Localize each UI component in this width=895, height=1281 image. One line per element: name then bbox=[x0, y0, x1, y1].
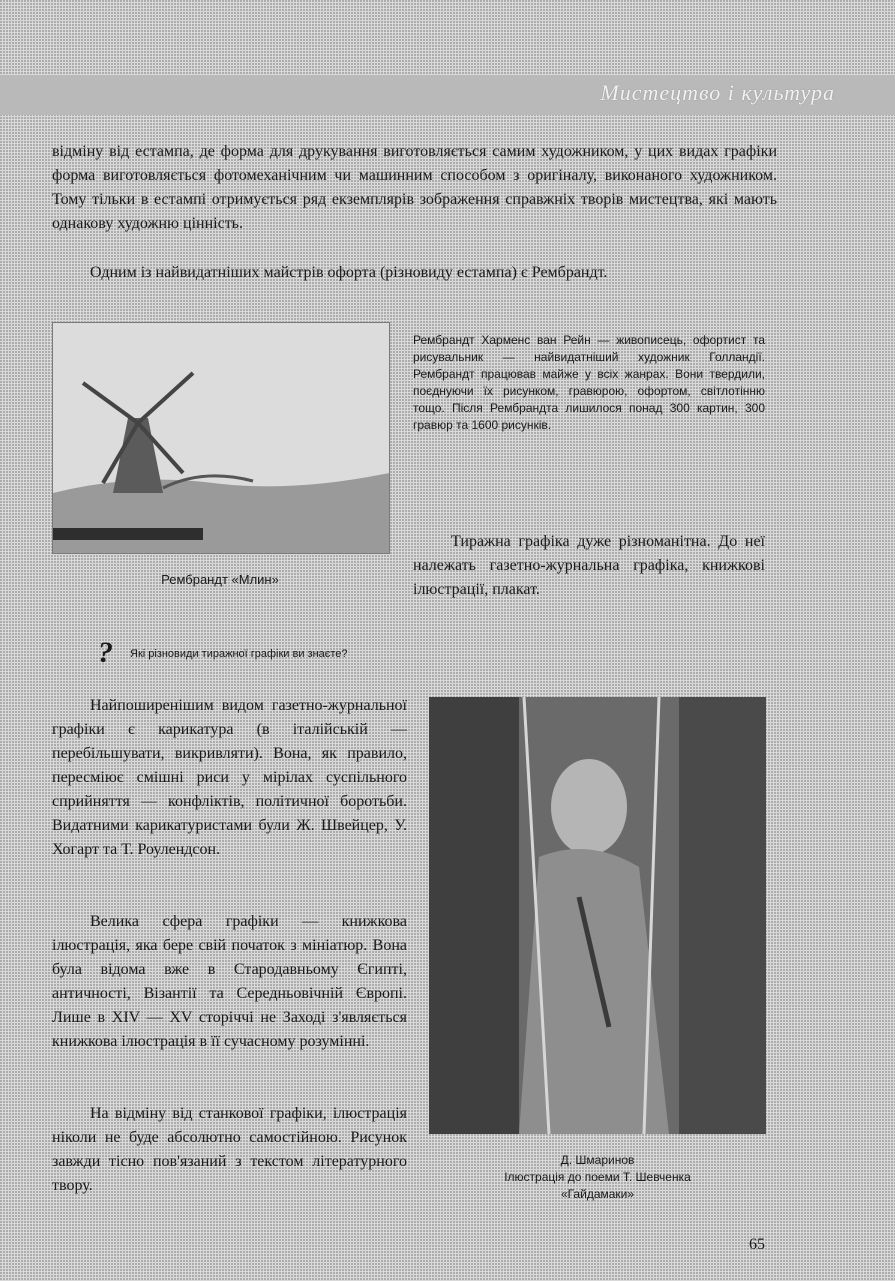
page-number: 65 bbox=[749, 1236, 765, 1253]
paragraph-illustration-text: На відміну від станкової графіки, ілюстрація ніколи не буде абсолютно самостійною. Рисунок завжди тісно пов'язаний з текстом літературного твору. bbox=[52, 1105, 407, 1194]
question-mark-icon: ? bbox=[98, 636, 113, 669]
paragraph-caricature: Найпоширенішим видом газетно-журнальної графіки є карикатура (в італійській — перебільшувати, викривляти). Вона, як правило, пересміює смішні риси у мірілах суспільного сприйняття — конфліктів, політичної боротьби. Видатними карикатуристами були Ж. Швейцер, У. Хогарт та Т. Роулендсон. bbox=[52, 697, 407, 858]
review-question: Які різновиди тиражної графіки ви знаєте? bbox=[130, 648, 348, 660]
figure-caption-haidamaky bbox=[429, 1152, 766, 1203]
haidamaky-illustration-image bbox=[429, 697, 766, 1134]
caption-author: Д. Шмаринов bbox=[560, 1153, 635, 1167]
figure-caption-mill: Рембрандт «Млин» bbox=[161, 572, 279, 587]
mill-etching-illustration bbox=[53, 323, 389, 553]
caption-description: Ілюстрація до поеми Т. Шевченка bbox=[504, 1170, 691, 1184]
section-title: Мистецтво і культура bbox=[600, 80, 835, 105]
rembrandt-mill-image bbox=[52, 322, 390, 554]
caption-work-title: «Гайдамаки» bbox=[560, 1187, 635, 1201]
paragraph-rembrandt: Одним із найвидатніших майстрів офорта (різновиду естампа) є Рембрандт. bbox=[90, 264, 608, 281]
paragraph-graphics-types: Тиражна графіка дуже різноманітна. До неї належать газетно-журнальна графіка, книжкові ілюстрації, плакат. bbox=[413, 533, 765, 598]
haidamaky-drawing bbox=[429, 697, 766, 1134]
rembrandt-bio-note: Рембрандт Харменс ван Рейн — живописець, офортист та рисувальник — найвидатніший художник Голландії. Рембрандт працював майже у всіх жанрах. Вони твердили, поєднуючи їх рисунком, гравюрою, офортом, світлотінню тощо. Після Рембрандта лишилося понад 300 картин, 300 гравюр та 1600 рисунків. bbox=[413, 333, 765, 432]
paragraph-illustration: Велика сфера графіки — книжкова ілюстрація, яка бере свій початок з мініатюр. Вона була відома вже в Стародавньому Єгипті, античності, Візантії та Середньовічній Європі. Лише в XIV — XV сторіччі не Заході з'являється книжкова ілюстрація в її сучасному розумінні. bbox=[52, 913, 407, 1050]
paragraph-intro: відміну від естампа, де форма для друкування виготовляється самим художником, у цих видах графіки форма виготовляється фотомеханічним чи машинним способом з оригіналу, виконаного художником. Тому тільки в естампі отримується ряд екземплярів зображення справжніх творів мистецтва, які мають однакову художню цінність. bbox=[52, 143, 777, 232]
